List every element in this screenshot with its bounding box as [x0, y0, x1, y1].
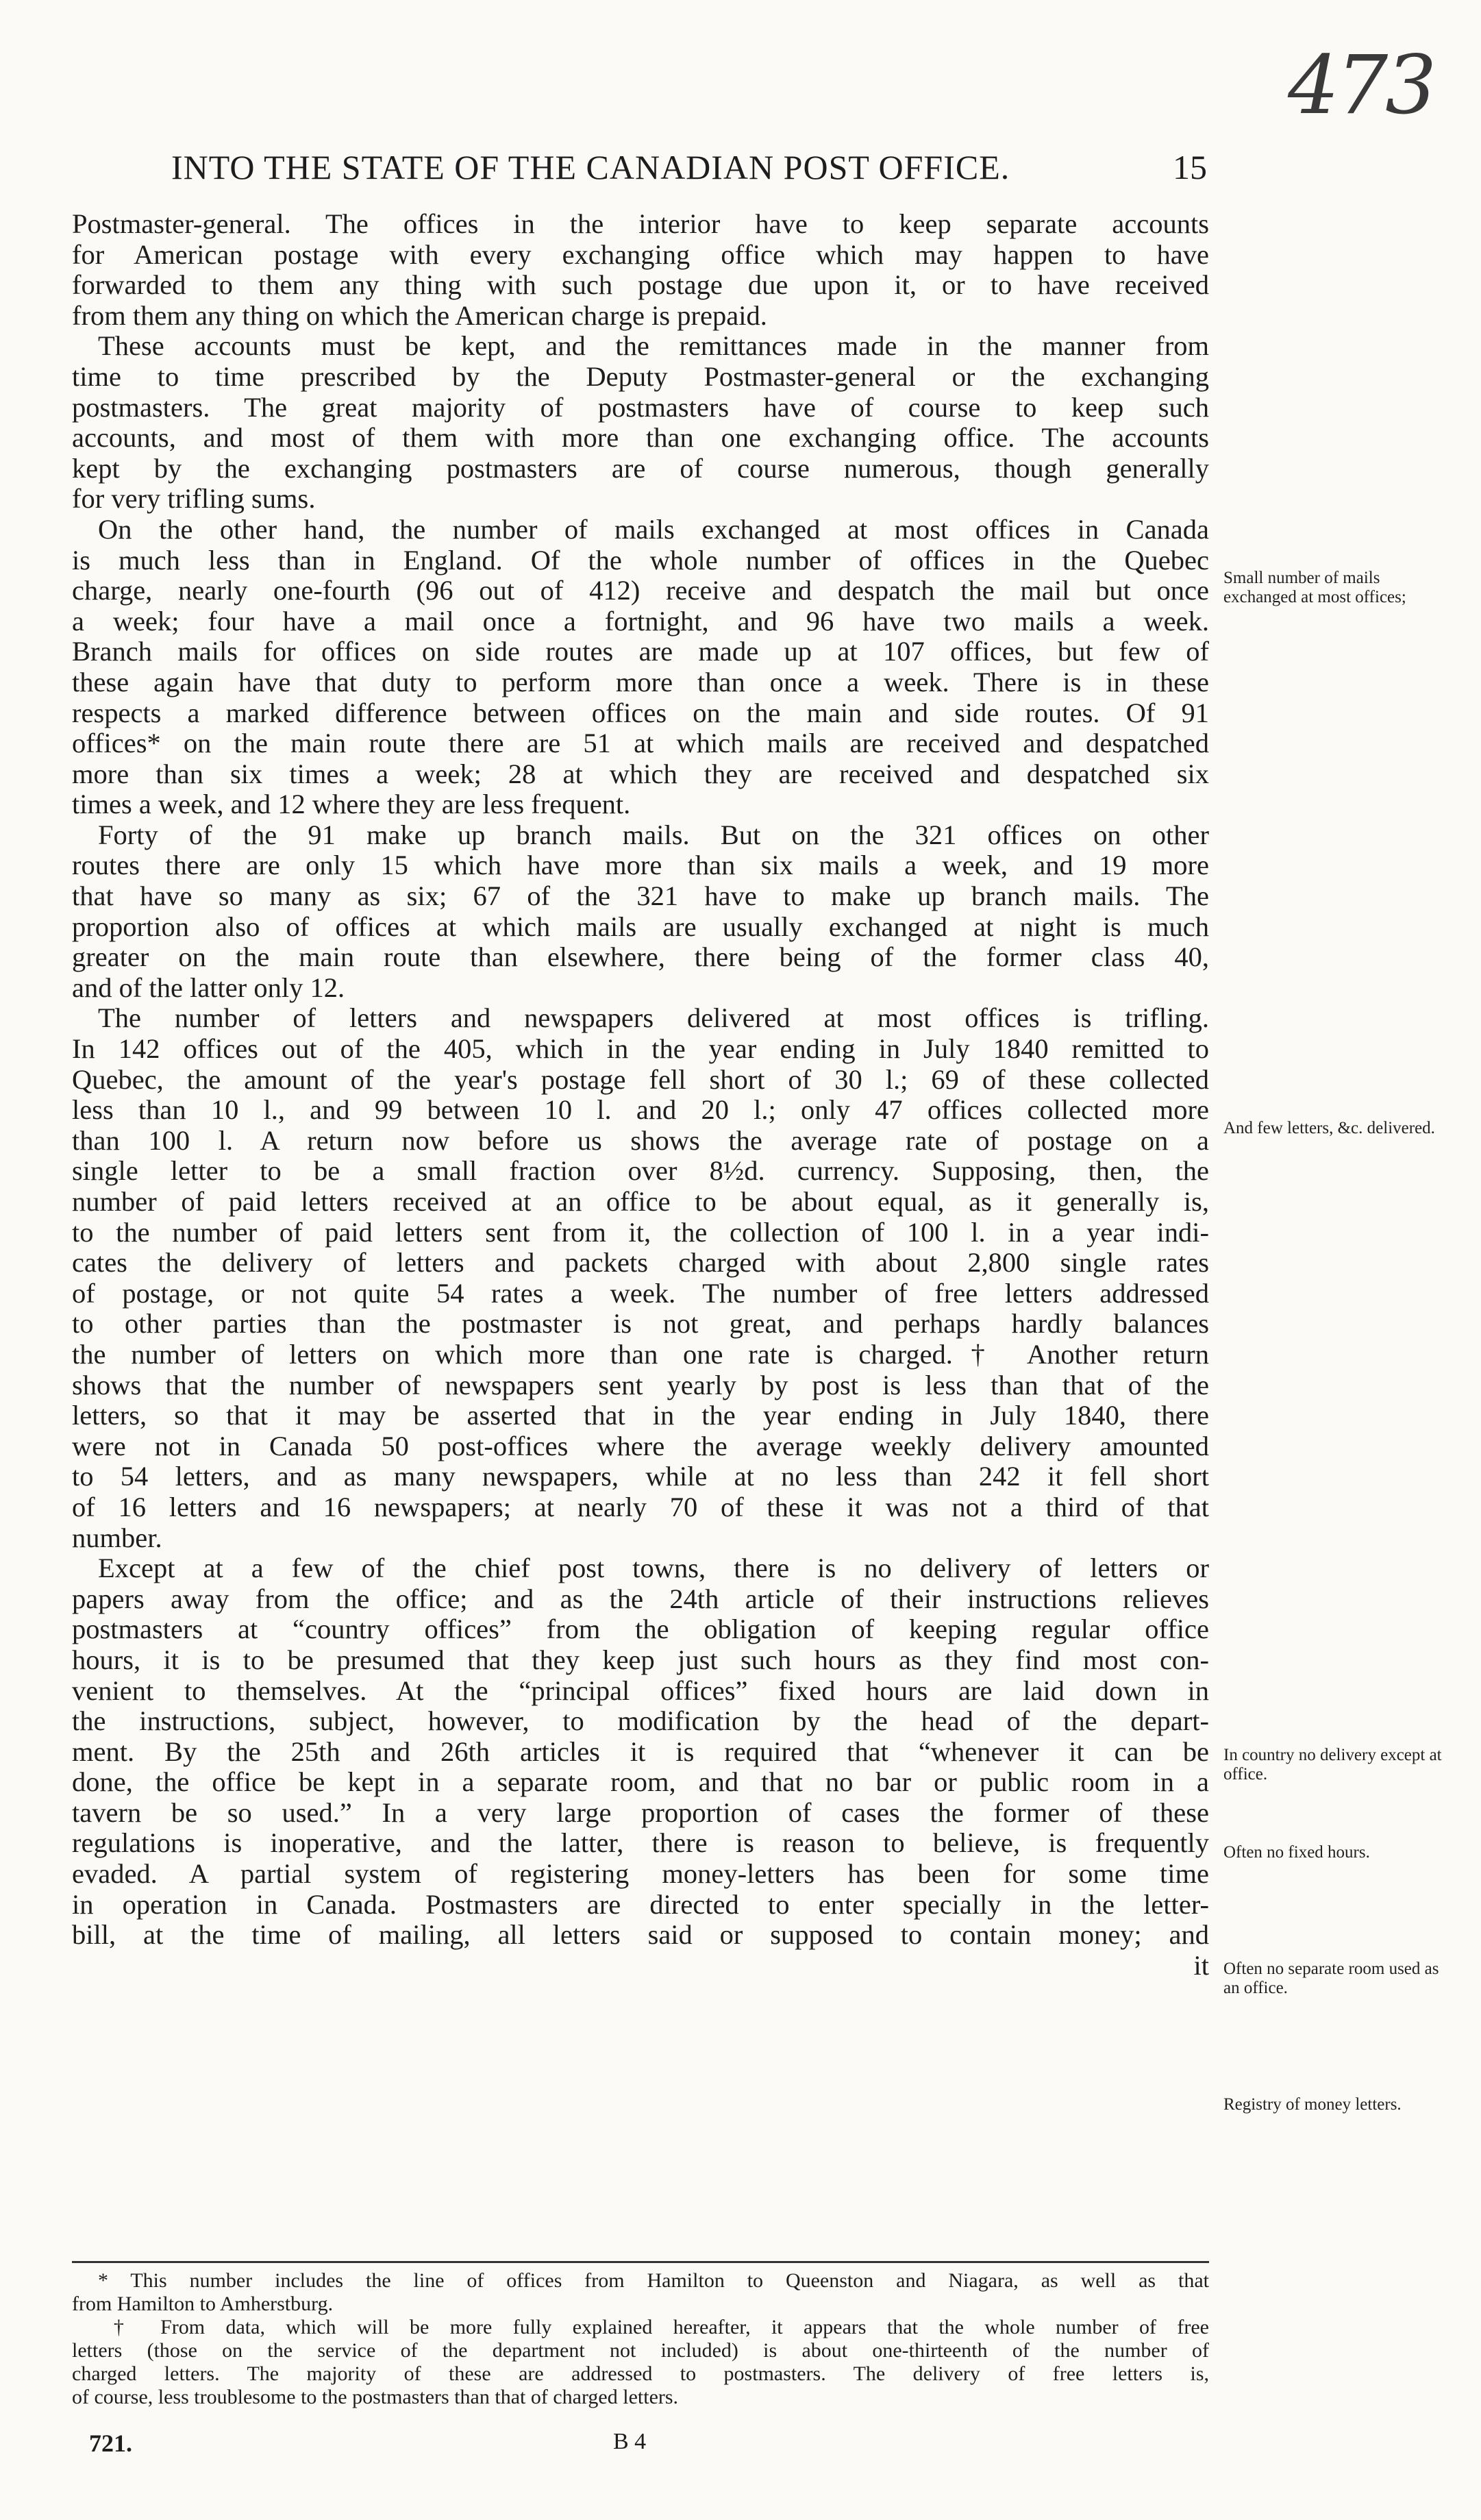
text-line: Postmaster-general. The offices in the interior have to keep separate accounts [72, 208, 1209, 239]
text-line: less than 10 l., and 99 between 10 l. and 20 l.; only 47 offices collected more [72, 1094, 1209, 1126]
margin-note: In country no delivery except at office. [1223, 1746, 1442, 1783]
text-line: to 54 letters, and as many newspapers, while at no less than 242 it fell short [72, 1461, 1209, 1492]
text-line: forwarded to them any thing with such postage due upon it, or to have received [72, 269, 1209, 301]
main-text [72, 209, 1209, 1981]
text-line: kept by the exchanging postmasters are of course numerous, though generally [72, 452, 1209, 484]
margin-note: Often no fixed hours. [1223, 1843, 1370, 1862]
text-line: In 142 offices out of the 405, which in the year ending in July 1840 remitted to [72, 1033, 1209, 1065]
text-line: time to time prescribed by the Deputy Postmaster-general or the exchanging [72, 360, 1209, 392]
text-line: number of paid letters received at an office to be about equal, as it generally is, [72, 1186, 1209, 1217]
text-line: cates the delivery of letters and packets charged with about 2,800 single rates [72, 1247, 1209, 1278]
footnote-rule [72, 2261, 1209, 2263]
text-line: is much less than in England. Of the whole number of offices in the Quebec [72, 544, 1209, 576]
margin-note: And few letters, &c. delivered. [1223, 1119, 1435, 1137]
text-line: the number of letters on which more than one rate is charged.† Another return [72, 1338, 1209, 1370]
text-line: respects a marked difference between offices on the main and side routes. Of 91 [72, 697, 1209, 728]
text-line: Branch mails for offices on side routes are made up at 107 offices, but few of [72, 636, 1209, 667]
text-line: for American postage with every exchanging office which may happen to have [72, 238, 1209, 270]
handwritten-folio-number: 473 [1288, 38, 1434, 132]
text-line: papers away from the office; and as the 24th article of their instructions relieves [72, 1583, 1209, 1614]
text-line: letters, so that it may be asserted that in the year ending in July 1840, there [72, 1400, 1209, 1431]
text-line: regulations is inoperative, and the latter, there is reason to believe, is frequently [72, 1827, 1209, 1859]
text-line: shows that the number of newspapers sent yearly by post is less than that of the [72, 1369, 1209, 1400]
page-number: 15 [1173, 148, 1207, 186]
running-head: INTO THE STATE OF THE CANADIAN POST OFFICE. [171, 148, 1010, 186]
text-line: routes there are only 15 which have more than six mails a week, and 19 more [72, 850, 1209, 881]
footnote-line: charged letters. The majority of these are addressed to postmasters. The delivery of free letters is, [72, 2362, 1209, 2385]
text-line: a week; four have a mail once a fortnight, and 96 have two mails a week. [72, 605, 1209, 637]
signature-mark: B 4 [613, 2429, 647, 2454]
footnote-line: † From data, which will be more fully explained hereafter, it appears that the whole number of free [98, 2316, 1209, 2338]
text-line: The number of letters and newspapers delivered at most offices is trifling. [98, 1002, 1209, 1034]
margin-note: Often no separate room used as an office. [1223, 1960, 1439, 1997]
text-line: times a week, and 12 where they are less frequent. [72, 789, 631, 820]
text-line: These accounts must be kept, and the remittances made in the manner from [98, 330, 1209, 362]
text-line: single letter to be a small fraction over 8½d. currency. Supposing, then, the [72, 1155, 1209, 1187]
text-line: Except at a few of the chief post towns, there is no delivery of letters or [98, 1553, 1209, 1584]
footnote-line: letters (those on the service of the department not included) is about one-thirteenth of the number of [72, 2339, 1209, 2362]
text-line: evaded. A partial system of registering money-letters has been for some time [72, 1858, 1209, 1890]
text-line: of postage, or not quite 54 rates a week. The number of free letters addressed [72, 1277, 1209, 1309]
text-line: to the number of paid letters sent from it, the collection of 100 l. in a year indi- [72, 1216, 1209, 1248]
text-line: tavern be so used.” In a very large proportion of cases the former of these [72, 1796, 1209, 1828]
text-line: accounts, and most of them with more than one exchanging office. The accounts [72, 422, 1209, 454]
footnote-line: from Hamilton to Amherstburg. [72, 2293, 334, 2315]
text-line: the instructions, subject, however, to modification by the head of the depart- [72, 1705, 1209, 1737]
footnote-line: of course, less troublesome to the postmasters than that of charged letters. [72, 2386, 679, 2408]
text-line: of 16 letters and 16 newspapers; at nearly 70 of these it was not a third of that [72, 1491, 1209, 1522]
sessional-number: 721. [89, 2430, 132, 2457]
text-line: done, the office be kept in a separate room, and that no bar or public room in a [72, 1766, 1209, 1798]
text-line: greater on the main route than elsewhere, there being of the former class 40, [72, 941, 1209, 973]
text-line: On the other hand, the number of mails exchanged at most offices in Canada [98, 513, 1209, 545]
text-line: postmasters. The great majority of postmasters have of course to keep such [72, 391, 1209, 423]
text-line: charge, nearly one-fourth (96 out of 412) receive and despatch the mail but once [72, 575, 1209, 606]
margin-note: Registry of money letters. [1223, 2095, 1402, 2114]
footnote-line: * This number includes the line of offices from Hamilton to Queenston and Niagara, as well as that [98, 2269, 1209, 2292]
text-line: number. [72, 1522, 162, 1553]
text-line: and of the latter only 12. [72, 972, 345, 1003]
text-line: hours, it is to be presumed that they keep just such hours as they find most con- [72, 1644, 1209, 1675]
text-line: bill, at the time of mailing, all letters said or supposed to contain money; and [72, 1919, 1209, 1951]
text-line: in operation in Canada. Postmasters are directed to enter specially in the letter- [72, 1888, 1209, 1920]
text-line: proportion also of offices at which mails are usually exchanged at night is much [72, 911, 1209, 942]
text-line: to other parties than the postmaster is not great, and perhaps hardly balances [72, 1308, 1209, 1339]
text-line: than 100 l. A return now before us shows the average rate of postage on a [72, 1124, 1209, 1156]
text-line: more than six times a week; 28 at which they are received and despatched six [72, 758, 1209, 789]
text-line: that have so many as six; 67 of the 321 have to make up branch mails. The [72, 880, 1209, 912]
text-line: ment. By the 25th and 26th articles it is required that “whenever it can be [72, 1735, 1209, 1767]
text-line: from them any thing on which the American charge is prepaid. [72, 299, 767, 331]
text-line: Forty of the 91 make up branch mails. But on the 321 offices on other [98, 819, 1209, 850]
text-line: it [1193, 1949, 1209, 1981]
text-line: offices* on the main route there are 51 at which mails are received and despatched [72, 728, 1209, 759]
footnotes [72, 2269, 1209, 2409]
text-line: these again have that duty to perform more than once a week. There is in these [72, 666, 1209, 697]
text-line: for very trifling sums. [72, 483, 316, 515]
text-line: were not in Canada 50 post-offices where the average weekly delivery amounted [72, 1430, 1209, 1461]
text-line: Quebec, the amount of the year's postage fell short of 30 l.; 69 of these collected [72, 1063, 1209, 1095]
text-line: venient to themselves. At the “principal offices” fixed hours are laid down in [72, 1675, 1209, 1706]
margin-note: Small number of mails exchanged at most offices; [1223, 569, 1406, 606]
text-line: postmasters at “country offices” from the obligation of keeping regular office [72, 1614, 1209, 1645]
